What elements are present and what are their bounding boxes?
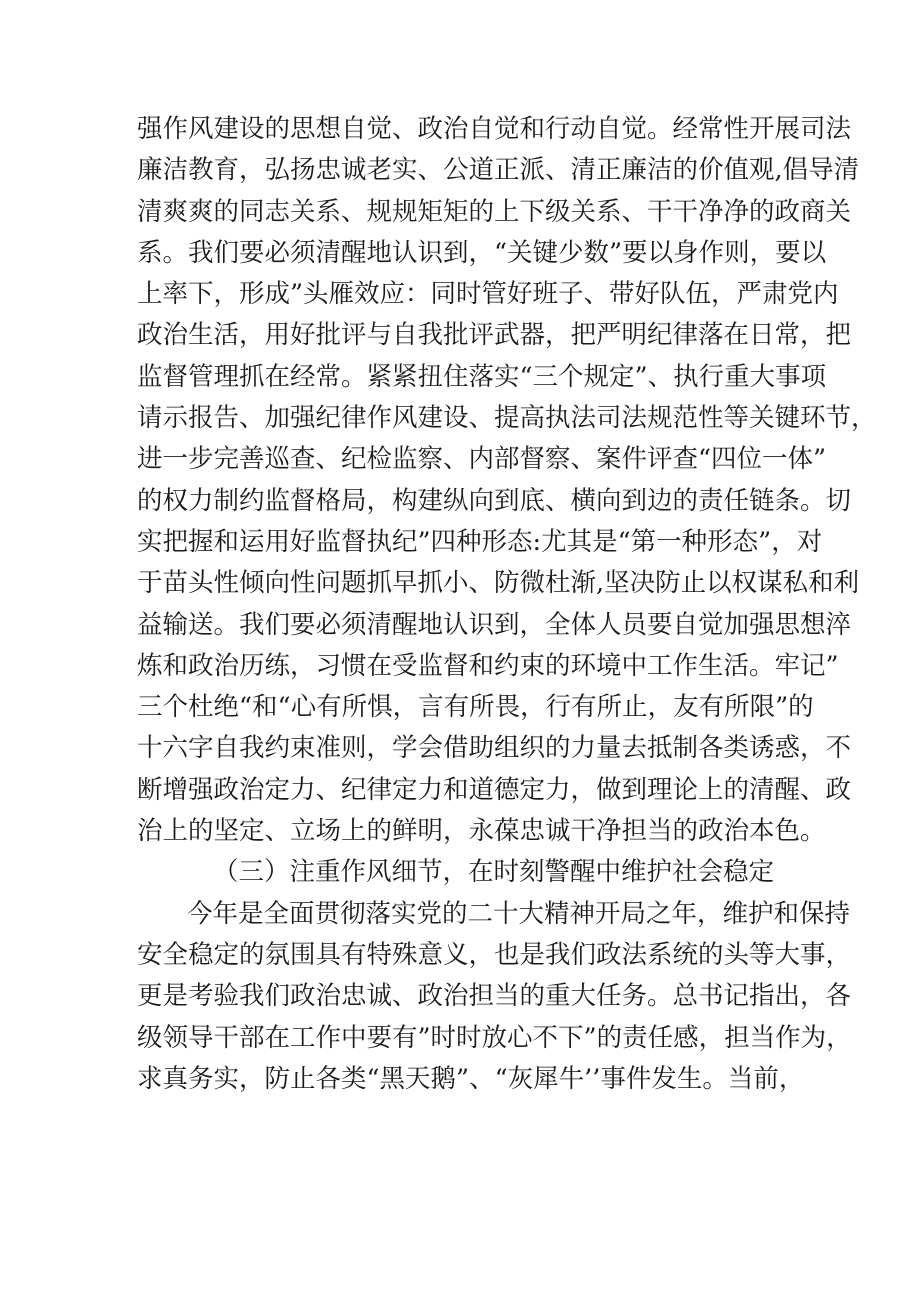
text-line: 今年是全面贯彻落实党的二十大精神开局之年，维护和保持	[187, 898, 851, 929]
text-line: 强作风建设的思想自觉、政治自觉和行动自觉。经常性开展司法	[137, 114, 852, 144]
text-line: 请示报告、加强纪律作风建设、提高执法司法规范性等关键环节，	[137, 403, 877, 434]
text-line: 于苗头性倾向性问题抓早抓小、防微杜渐,坚决防止以权谋私和利	[137, 568, 860, 599]
text-line: 系。我们要必须清醒地认识到，“关键少数”要以身作则，要以	[137, 237, 827, 268]
text-line: 实把握和运用好监督执纪”四种形态:尤其是“第一种形态”，对	[137, 526, 823, 557]
text-line: 断增强政治定力、纪律定力和道德定力，做到理论上的清醒、政	[137, 774, 852, 805]
body-text	[137, 109, 877, 1100]
text-line: 级领导干部在工作中要有”时时放心不下”的责任感，担当作为，	[137, 1022, 852, 1053]
text-line: 安全稳定的氛围具有特殊意义，也是我们政法系统的头等大事，	[137, 939, 852, 970]
text-line: 更是考验我们政治忠诚、政治担当的重大任务。总书记指出，各	[137, 981, 852, 1012]
text-line: 政治生活，用好批评与自我批评武器，把严明纪律落在日常，把	[137, 320, 852, 351]
paragraph-1	[137, 109, 877, 852]
text-line: 廉洁教育，弘扬忠诚老实、公道正派、清正廉洁的价值观,倡导清	[137, 155, 860, 186]
section-heading: （三）注重作风细节，在时刻警醒中维护社会稳定	[213, 857, 775, 888]
text-line: 进一步完善巡查、纪检监察、内部督察、案件评查“四位一体”	[137, 444, 827, 475]
paragraph-2	[137, 894, 852, 1100]
text-line: 监督管理抓在经常。紧紧扭住落实“三个规定”、执行重大事项	[137, 361, 827, 392]
text-line: 上率下，形成”头雁效应：同时管好班子、带好队伍，严肃党内	[137, 279, 839, 310]
text-line: 十六字自我约束准则，学会借助组织的力量去抵制各类诱惑，不	[137, 733, 852, 764]
text-line: 三个杜绝“和“心有所惧，言有所畏，行有所止，友有所限”的	[137, 692, 814, 723]
text-line: 求真务实，防止各类“黑天鹅”、“灰犀牛’’事件发生。当前，	[137, 1063, 805, 1094]
text-line: 炼和政治历练，习惯在受监督和约束的环境中工作生活。牢记”	[137, 650, 839, 681]
text-line: 清爽爽的同志关系、规规矩矩的上下级关系、干干净净的政商关	[137, 196, 852, 227]
text-line: 治上的坚定、立场上的鲜明，永葆忠诚干净担当的政治本色。	[137, 816, 826, 847]
text-line: 的权力制约监督格局，构建纵向到底、横向到边的责任链条。切	[137, 485, 852, 516]
text-line: 益输送。我们要必须清醒地认识到，全体人员要自觉加强思想淬	[137, 609, 852, 640]
